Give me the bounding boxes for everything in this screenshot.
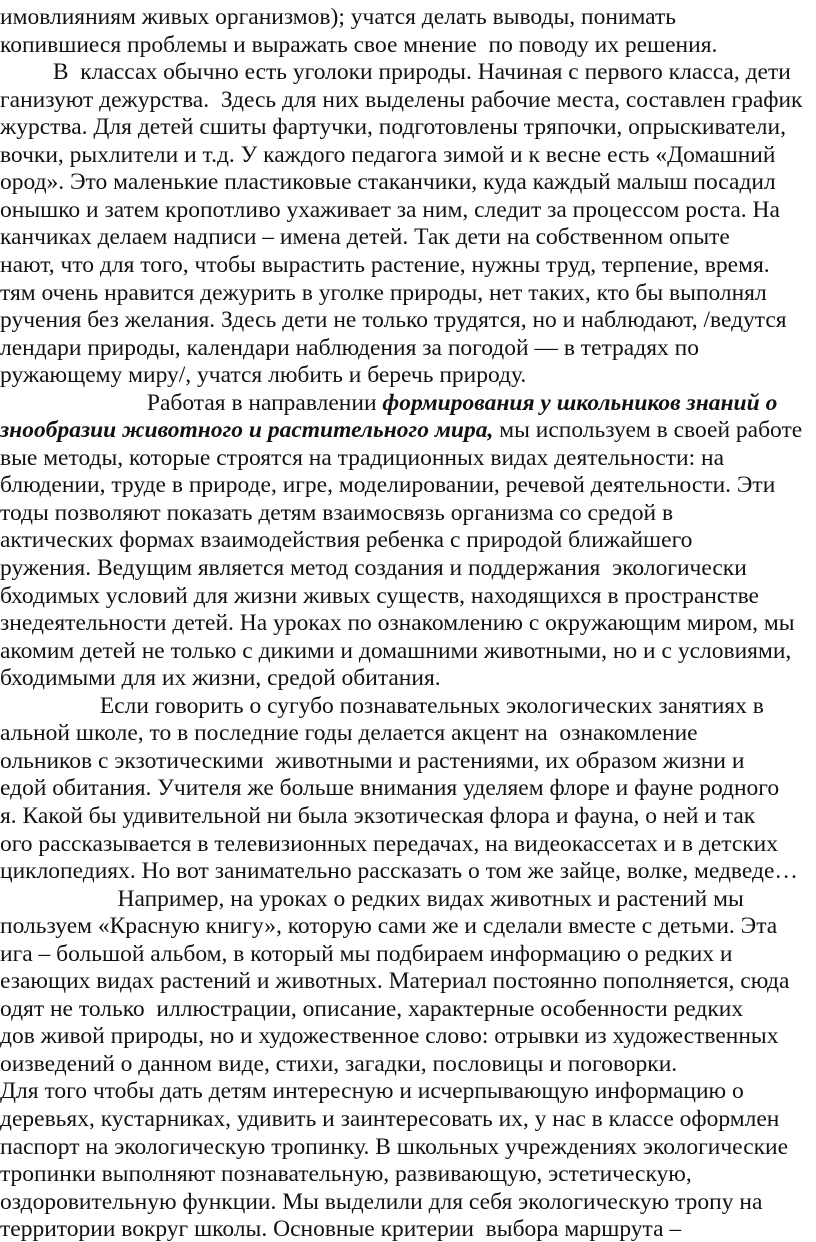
text-line: В классах обычно есть уголоки природы. Начиная с первого класса, дети xyxy=(0,59,791,86)
text-line: ига – большой альбом, в который мы подбираем информацию о редких и xyxy=(0,940,733,967)
text-line: вые методы, которые строятся на традиционных видах деятельности: на xyxy=(0,444,725,471)
emphasized-text-run: знообразии животного и растительного мира, xyxy=(0,417,494,444)
text-line: ород». Это маленькие пластиковые стаканчики, куда каждый малыш посадил xyxy=(0,169,776,196)
text-line: журства. Для детей сшиты фартучки, подготовлены тряпочки, опрыскиватели, xyxy=(0,114,786,141)
text-line: езающих видах растений и животных. Материал постоянно пополняется, сюда xyxy=(0,968,790,995)
text-line: онышко и затем кропотливо ухаживает за ним, следит за процессом роста. На xyxy=(0,196,780,223)
text-run: мы используем в своей работе xyxy=(493,417,803,444)
text-line: акомим детей не только с дикими и домашними животными, но и с условиями, xyxy=(0,637,792,664)
text-line: Для того чтобы дать детям интересную и исчерпывающую информацию о xyxy=(0,1078,744,1105)
text-line: дов живой природы, но и художественное слово: отрывки из художественных xyxy=(0,1023,779,1050)
text-line: оздоровительную функции. Мы выделили для себя экологическую тропу на xyxy=(0,1188,763,1215)
text-line: ольников с экзотическими животными и растениями, их образом жизни и xyxy=(0,747,745,774)
text-line: едой обитания. Учителя же больше внимания уделяем флоре и фауне родного xyxy=(0,775,780,802)
text-line: ружающему миру/, учатся любить и беречь природу. xyxy=(0,362,527,389)
text-line: ого рассказывается в телевизионных передачах, на видеокассетах и в детских xyxy=(0,830,779,857)
text-line: одят не только иллюстрации, описание, характерные особенности редких xyxy=(0,995,744,1022)
text-run: Работая в направлении xyxy=(0,389,383,416)
text-line: ручения без желания. Здесь дети не только трудятся, но и наблюдают, /ведутся xyxy=(0,307,787,334)
text-line: паспорт на экологическую тропинку. В школьных учреждениях экологические xyxy=(0,1133,789,1160)
text-line: блюдении, труде в природе, игре, моделировании, речевой деятельности. Эти xyxy=(0,472,776,499)
text-line: копившиеся проблемы и выражать свое мнение по поводу их решения. xyxy=(0,31,718,58)
text-line: деревьях, кустарниках, удивить и заинтересовать их, у нас в классе оформлен xyxy=(0,1106,780,1132)
emphasized-text-run: формирования у школьников знаний о xyxy=(382,389,778,416)
text-line: территории вокруг школы. Основные критерии выбора маршрута – xyxy=(0,1216,682,1242)
text-line: вочки, рыхлители и т.д. У каждого педагога зимой и к весне есть «Домашний xyxy=(0,141,776,168)
text-line: Например, на уроках о редких видах животных и растений мы xyxy=(0,885,744,912)
text-line: знедеятельности детей. На уроках по ознакомлению с окружающим миром, мы xyxy=(0,610,795,637)
text-line: ружения. Ведущим является метод создания и поддержания экологически xyxy=(0,555,747,581)
text-line: лендари природы, календари наблюдения за погодой — в тетрадях по xyxy=(0,334,699,361)
text-line: Если говорить о сугубо познавательных экологических занятиях в xyxy=(0,692,764,719)
text-line: альной школе, то в последние годы делается акцент на ознакомление xyxy=(0,720,698,747)
text-line: оизведений о данном виде, стихи, загадки, пословицы и поговорки. xyxy=(0,1050,678,1077)
text-line: ганизуют дежурства. Здесь для них выделены рабочие места, составлен график xyxy=(0,86,803,113)
text-line: я. Какой бы удивительной ни была экзотическая флора и фауна, о ней и так xyxy=(0,802,756,829)
text-line: бходимыми для их жизни, средой обитания. xyxy=(0,665,441,692)
text-line: имовлияниям живых организмов); учатся делать выводы, понимать xyxy=(0,4,676,30)
text-line: канчиках делаем надписи – имена детей. Так дети на собственном опыте xyxy=(0,224,730,251)
text-line: тропинки выполняют познавательную, развивающую, эстетическую, xyxy=(0,1161,692,1188)
text-line: тям очень нравится дежурить в уголке природы, нет таких, кто бы выполнял xyxy=(0,279,767,306)
text-line: бходимых условий для жизни живых существ, находящихся в пространстве xyxy=(0,582,759,609)
text-line: нают, что для того, чтобы вырастить растение, нужны труд, терпение, время. xyxy=(0,251,770,278)
text-line: пользуем «Красную книгу», которую сами же и сделали вместе с детьми. Эта xyxy=(0,913,778,940)
text-line: тоды позволяют показать детям взаимосвязь организма со средой в xyxy=(0,499,674,526)
text-line: циклопедиях. Но вот занимательно рассказать о том же зайце, волке, медведе… xyxy=(0,858,798,885)
text-line: актических формах взаимодействия ребенка с природой ближайшего xyxy=(0,527,693,554)
